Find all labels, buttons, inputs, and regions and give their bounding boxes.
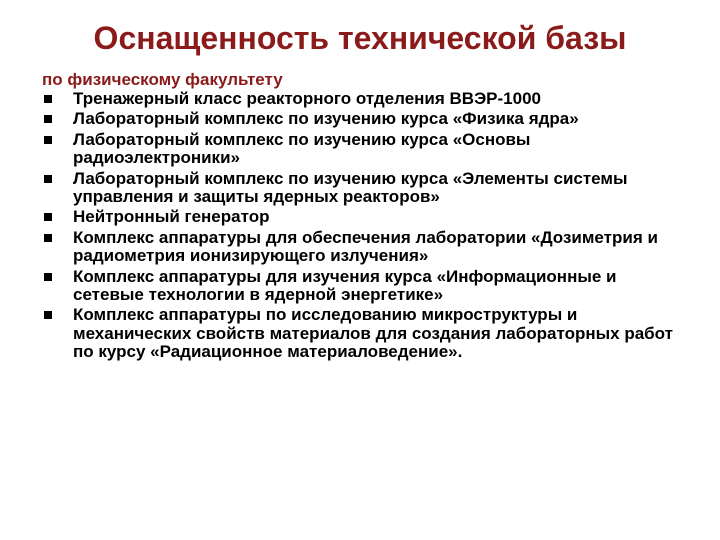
list-item-text: Лабораторный комплекс по изучению курса «Элементы системы управления и защиты ядерных реакторов» — [73, 168, 628, 207]
list-item — [42, 208, 682, 226]
list-item-text: Комплекс аппаратуры для изучения курса «Информационные и сетевые технологии в ядерной энергетике» — [73, 266, 617, 305]
list-item — [42, 306, 682, 361]
square-bullet-icon — [44, 273, 52, 281]
square-bullet-icon — [44, 136, 52, 144]
square-bullet-icon — [44, 95, 52, 103]
square-bullet-icon — [44, 234, 52, 242]
list-item — [42, 90, 682, 108]
slide-title: Оснащенность технической базы — [93, 20, 627, 56]
equipment-list — [42, 90, 682, 364]
list-item — [42, 131, 682, 168]
list-item-text: Тренажерный класс реакторного отделения ВВЭР-1000 — [73, 89, 541, 108]
list-item-text: Комплекс аппаратуры для обеспечения лаборатории «Дозиметрия и радиометрия ионизирующего излучения» — [73, 227, 658, 266]
list-item — [42, 170, 682, 207]
list-item-text: Лабораторный комплекс по изучению курса «Физика ядра» — [73, 109, 579, 129]
list-item-text: Нейтронный генератор — [73, 207, 270, 227]
square-bullet-icon — [44, 311, 52, 319]
list-item-text: Комплекс аппаратуры по исследованию микроструктуры и механических свойств материалов для создания лабораторных работ по курсу «Радиационное материаловедение». — [73, 305, 673, 362]
square-bullet-icon — [44, 175, 52, 183]
square-bullet-icon — [44, 115, 52, 123]
square-bullet-icon — [44, 213, 52, 221]
slide-subtitle: по физическому факультету — [42, 70, 283, 89]
list-item — [42, 268, 682, 305]
list-item — [42, 229, 682, 266]
list-item-text: Лабораторный комплекс по изучению курса «Основы радиоэлектроники» — [73, 129, 531, 168]
list-item — [42, 110, 682, 128]
